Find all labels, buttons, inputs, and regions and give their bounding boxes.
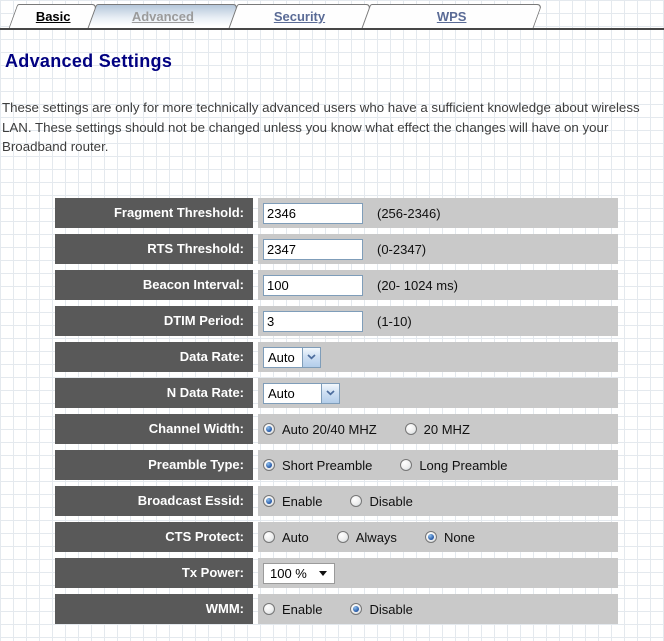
tx-power-selected-value: 100 % xyxy=(270,565,307,581)
tab-label: Security xyxy=(274,9,326,24)
dropdown-arrow-icon xyxy=(319,571,327,576)
field-label-rts-threshold: RTS Threshold: xyxy=(55,234,253,264)
field-content-rts-threshold xyxy=(258,234,618,264)
row-preamble-type xyxy=(55,450,618,480)
row-dtim-period xyxy=(55,306,618,336)
radio-label-disable: Disable xyxy=(369,601,413,617)
page-description: These settings are only for more technically advanced users who have a sufficient knowledge about wireless LAN. These settings should not be changed unless you know what effect the changes will have on your Broadband router. xyxy=(2,100,640,154)
field-content-channel-width xyxy=(258,414,618,444)
tx-power-select[interactable] xyxy=(263,563,335,584)
tab-label: WPS xyxy=(437,9,467,24)
row-n-data-rate xyxy=(55,378,618,408)
field-content-beacon-interval xyxy=(258,270,618,300)
radio-label-auto: Auto xyxy=(282,529,309,545)
row-data-rate xyxy=(55,342,618,372)
radio-label-short-preamble: Short Preamble xyxy=(282,457,373,473)
row-channel-width xyxy=(55,414,618,444)
rts-threshold-range-hint: (0-2347) xyxy=(377,241,427,257)
field-content-data-rate xyxy=(258,342,618,372)
field-content-fragment-threshold xyxy=(258,198,618,228)
radio-label-always: Always xyxy=(355,529,397,545)
field-content-cts-protect xyxy=(258,522,618,552)
radio-label-auto-20-40-mhz: Auto 20/40 MHZ xyxy=(282,421,377,437)
data-rate-select[interactable] xyxy=(263,347,321,368)
chevron-down-icon xyxy=(321,384,339,403)
radio-wmm-enable[interactable] xyxy=(263,603,275,615)
radio-cts-protect-auto[interactable] xyxy=(263,531,275,543)
rts-threshold-input[interactable] xyxy=(263,239,363,260)
radio-preamble-type-short-preamble[interactable] xyxy=(263,459,275,471)
tab-wps[interactable] xyxy=(362,4,543,28)
field-content-tx-power xyxy=(258,558,618,588)
tab-bar xyxy=(0,5,664,30)
radio-cts-protect-none[interactable] xyxy=(425,531,437,543)
radio-cts-protect-always[interactable] xyxy=(337,531,349,543)
tab-label: Advanced xyxy=(131,9,194,24)
radio-channel-width-auto-20-40-mhz[interactable] xyxy=(263,423,275,435)
row-rts-threshold xyxy=(55,234,618,264)
field-label-broadcast-essid: Broadcast Essid: xyxy=(55,486,253,516)
radio-label-long-preamble: Long Preamble xyxy=(419,457,508,473)
n-data-rate-selected-value: Auto xyxy=(268,385,295,401)
row-tx-power xyxy=(55,558,618,588)
page-title: Advanced Settings xyxy=(5,51,173,71)
tab-advanced[interactable] xyxy=(88,4,239,28)
field-label-tx-power: Tx Power: xyxy=(55,558,253,588)
field-content-n-data-rate xyxy=(258,378,618,408)
tab-label: Basic xyxy=(35,9,71,24)
row-wmm xyxy=(55,594,618,624)
field-content-preamble-type xyxy=(258,450,618,480)
dtim-period-range-hint: (1-10) xyxy=(377,313,412,329)
field-label-beacon-interval: Beacon Interval: xyxy=(55,270,253,300)
settings-form xyxy=(55,198,618,630)
radio-broadcast-essid-disable[interactable] xyxy=(350,495,362,507)
chevron-down-icon xyxy=(302,348,320,367)
field-label-dtim-period: DTIM Period: xyxy=(55,306,253,336)
row-broadcast-essid xyxy=(55,486,618,516)
row-fragment-threshold xyxy=(55,198,618,228)
data-rate-selected-value: Auto xyxy=(268,349,295,365)
field-label-cts-protect: CTS Protect: xyxy=(55,522,253,552)
field-content-wmm xyxy=(258,594,618,624)
radio-wmm-disable[interactable] xyxy=(350,603,362,615)
beacon-interval-range-hint: (20- 1024 ms) xyxy=(377,277,458,293)
field-label-wmm: WMM: xyxy=(55,594,253,624)
radio-preamble-type-long-preamble[interactable] xyxy=(400,459,412,471)
radio-channel-width-20-mhz[interactable] xyxy=(405,423,417,435)
radio-label-20-mhz: 20 MHZ xyxy=(423,421,470,437)
radio-label-enable: Enable xyxy=(282,493,323,509)
field-label-data-rate: Data Rate: xyxy=(55,342,253,372)
beacon-interval-input[interactable] xyxy=(263,275,363,296)
n-data-rate-select[interactable] xyxy=(263,383,340,404)
radio-label-disable: Disable xyxy=(369,493,413,509)
tab-basic[interactable] xyxy=(9,4,98,28)
field-label-channel-width: Channel Width: xyxy=(55,414,253,444)
fragment-threshold-range-hint: (256-2346) xyxy=(377,205,441,221)
radio-label-enable: Enable xyxy=(282,601,323,617)
fragment-threshold-input[interactable] xyxy=(263,203,363,224)
field-content-dtim-period xyxy=(258,306,618,336)
field-label-fragment-threshold: Fragment Threshold: xyxy=(55,198,253,228)
dtim-period-input[interactable] xyxy=(263,311,363,332)
radio-label-none: None xyxy=(443,529,476,545)
tab-security[interactable] xyxy=(229,4,372,28)
radio-broadcast-essid-enable[interactable] xyxy=(263,495,275,507)
field-label-preamble-type: Preamble Type: xyxy=(55,450,253,480)
field-label-n-data-rate: N Data Rate: xyxy=(55,378,253,408)
row-beacon-interval xyxy=(55,270,618,300)
field-content-broadcast-essid xyxy=(258,486,618,516)
row-cts-protect xyxy=(55,522,618,552)
